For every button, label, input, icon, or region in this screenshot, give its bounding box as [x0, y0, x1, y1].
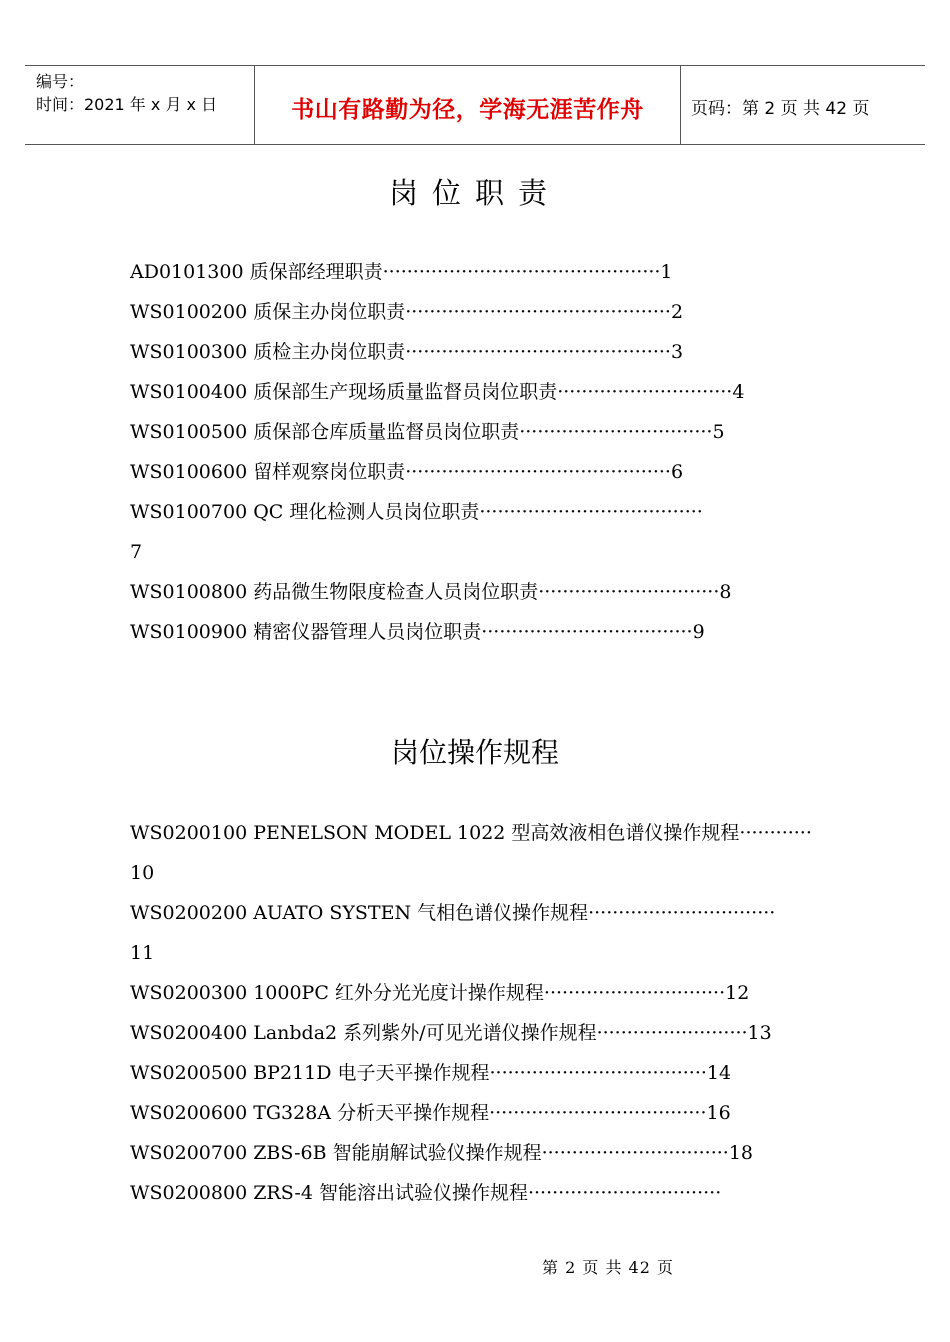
- toc-entry[interactable]: WS0200600 TG328A 分析天平操作规程····································16: [130, 1102, 731, 1124]
- toc-entry[interactable]: WS0200300 1000PC 红外分光光度计操作规程······························12: [130, 982, 750, 1004]
- toc-entry[interactable]: WS0200800 ZRS-4 智能溶出试验仪操作规程································: [130, 1182, 722, 1204]
- toc-entry[interactable]: WS0200700 ZBS-6B 智能崩解试验仪操作规程·······························18: [130, 1142, 753, 1164]
- toc-entry[interactable]: WS0100200 质保主办岗位职责············································2: [130, 301, 684, 323]
- toc-entry[interactable]: WS0100500 质保部仓库质量监督员岗位职责································5: [130, 421, 725, 443]
- section-title-procedures: 岗位操作规程: [390, 736, 559, 769]
- page-footer: 第 2 页 共 42 页: [542, 1258, 674, 1277]
- header-meta-cell: [25, 66, 254, 144]
- toc-entry[interactable]: 7: [130, 541, 143, 563]
- toc-entry[interactable]: AD0101300 质保部经理职责··············································1: [130, 261, 673, 283]
- section-title-duties: 岗位职责: [388, 176, 561, 210]
- header-motto-cell: [254, 66, 681, 144]
- motto: 书山有路勤为径，学海无涯苦作舟: [291, 97, 644, 123]
- toc-entry[interactable]: WS0200100 PENELSON MODEL 1022 型高效液相色谱仪操作规程············: [130, 822, 812, 844]
- toc-entry[interactable]: 10: [130, 862, 155, 884]
- toc-entry[interactable]: WS0100700 QC 理化检测人员岗位职责·····································: [130, 501, 703, 523]
- toc-duties: [130, 252, 830, 652]
- time-label: 时间：2021 年 x 月 x 日: [36, 95, 218, 114]
- toc-entry[interactable]: WS0200500 BP211D 电子天平操作规程····································14: [130, 1062, 732, 1084]
- header-page-cell: [680, 66, 925, 144]
- toc-entry[interactable]: 11: [130, 942, 155, 964]
- toc-entry[interactable]: WS0200200 AUATO SYSTEN 气相色谱仪操作规程·······························: [130, 902, 776, 924]
- toc-entry[interactable]: WS0100600 留样观察岗位职责············································6: [130, 461, 684, 483]
- page-info: 页码：第 2 页 共 42 页: [691, 99, 870, 119]
- page-header: [25, 65, 925, 145]
- toc-entry[interactable]: WS0100900 精密仪器管理人员岗位职责···································9: [130, 621, 705, 643]
- code-label: 编号：: [36, 72, 85, 91]
- toc-procedures: [130, 813, 830, 1213]
- toc-entry[interactable]: WS0100300 质检主办岗位职责············································3: [130, 341, 684, 363]
- toc-entry[interactable]: WS0200400 Lanbda2 系列紫外/可见光谱仪操作规程·························13: [130, 1022, 772, 1044]
- toc-entry[interactable]: WS0100400 质保部生产现场质量监督员岗位职责·····························4: [130, 381, 745, 403]
- toc-entry[interactable]: WS0100800 药品微生物限度检查人员岗位职责······························8: [130, 581, 732, 603]
